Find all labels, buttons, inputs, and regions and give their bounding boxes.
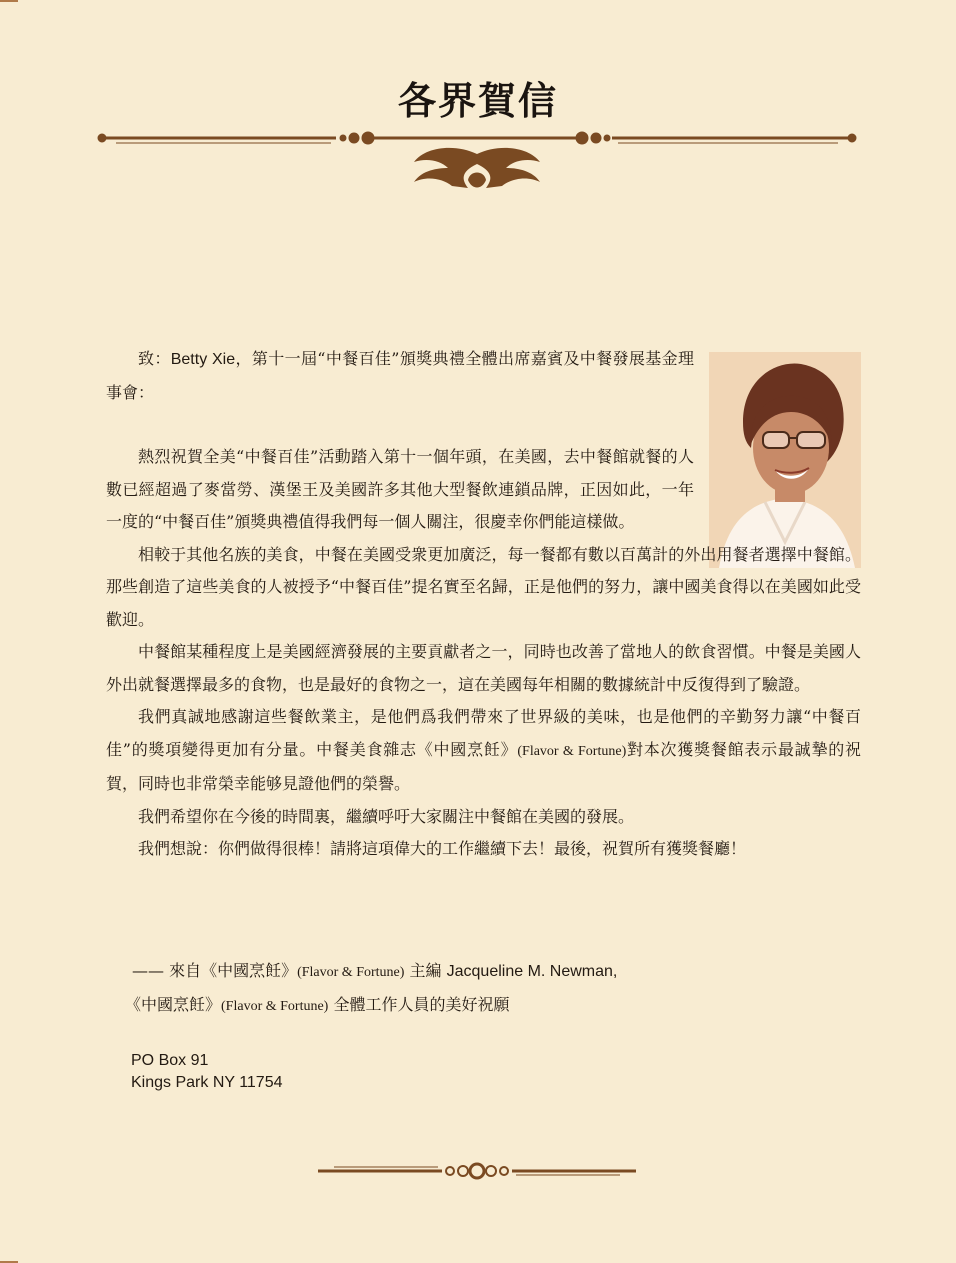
paragraph: 中餐館某種程度上是美國經濟發展的主要貢獻者之一，同時也改善了當地人的飲食習慣。中餐是美國人外出就餐選擇最多的食物，也是最好的食物之一，這在美國每年相關的數據統計中反復得到了驗證。 [106, 642, 861, 694]
divider-ornament-icon [318, 1160, 636, 1182]
paragraph: 我們希望你在今後的時間裏，繼續呼吁大家關注中餐館在美國的發展。 [138, 806, 635, 826]
flourish-divider-icon [96, 124, 858, 196]
page-title: 各界賀信 [397, 79, 558, 123]
corner-mark [0, 0, 18, 2]
paragraph: 熱烈祝賀全美“中餐百佳”活動踏入第十一個年頭，在美國，去中餐館就餐的人數已經超過了麥當勞、漢堡王及美國許多其他大型餐飲連鎖品牌，正因如此，一年一度的“中餐百佳”頒獎典禮值得我們每一個人關注，很慶幸你們能這樣做。 [106, 447, 694, 531]
salutation: 致：Betty Xie，第十一屆“中餐百佳”頒獎典禮全體出席嘉賓及中餐發展基金理事會： [106, 349, 694, 402]
paragraph: 相較于其他名族的美食，中餐在美國受衆更加廣泛，每一餐都有數以百萬計的外出用餐者選擇中餐館。那些創造了這些美食的人被授予“中餐百佳”提名實至名歸，正是他們的努力，讓中國美食得以在美國如此受歡迎。 [106, 544, 861, 629]
address-line: Kings Park NY 11754 [131, 1074, 283, 1091]
signature-line: 《中國烹飪》(Flavor & Fortune) 全體工作人員的美好祝願 [125, 995, 510, 1014]
signature-line: —— 來自《中國烹飪》(Flavor & Fortune) 主編 Jacqueline M. Newman, [132, 961, 618, 980]
paragraph: 我們真誠地感謝這些餐飲業主，是他們爲我們帶來了世界級的美味，也是他們的辛勤努力讓“中餐百佳”的獎項變得更加有分量。中餐美食雜志《中國烹飪》(Flavor & Fortune)對本次獲獎餐館表示最誠摯的祝賀，同時也非常榮幸能够見證他們的榮譽。 [106, 707, 861, 793]
mailing-address [131, 1050, 283, 1094]
letter-body [106, 343, 861, 866]
address-line: PO Box 91 [131, 1052, 209, 1069]
signature-block [125, 955, 617, 1023]
paragraph: 我們想說：你們做得很棒！請將這項偉大的工作繼續下去！最後，祝賀所有獲獎餐廳！ [138, 839, 747, 858]
